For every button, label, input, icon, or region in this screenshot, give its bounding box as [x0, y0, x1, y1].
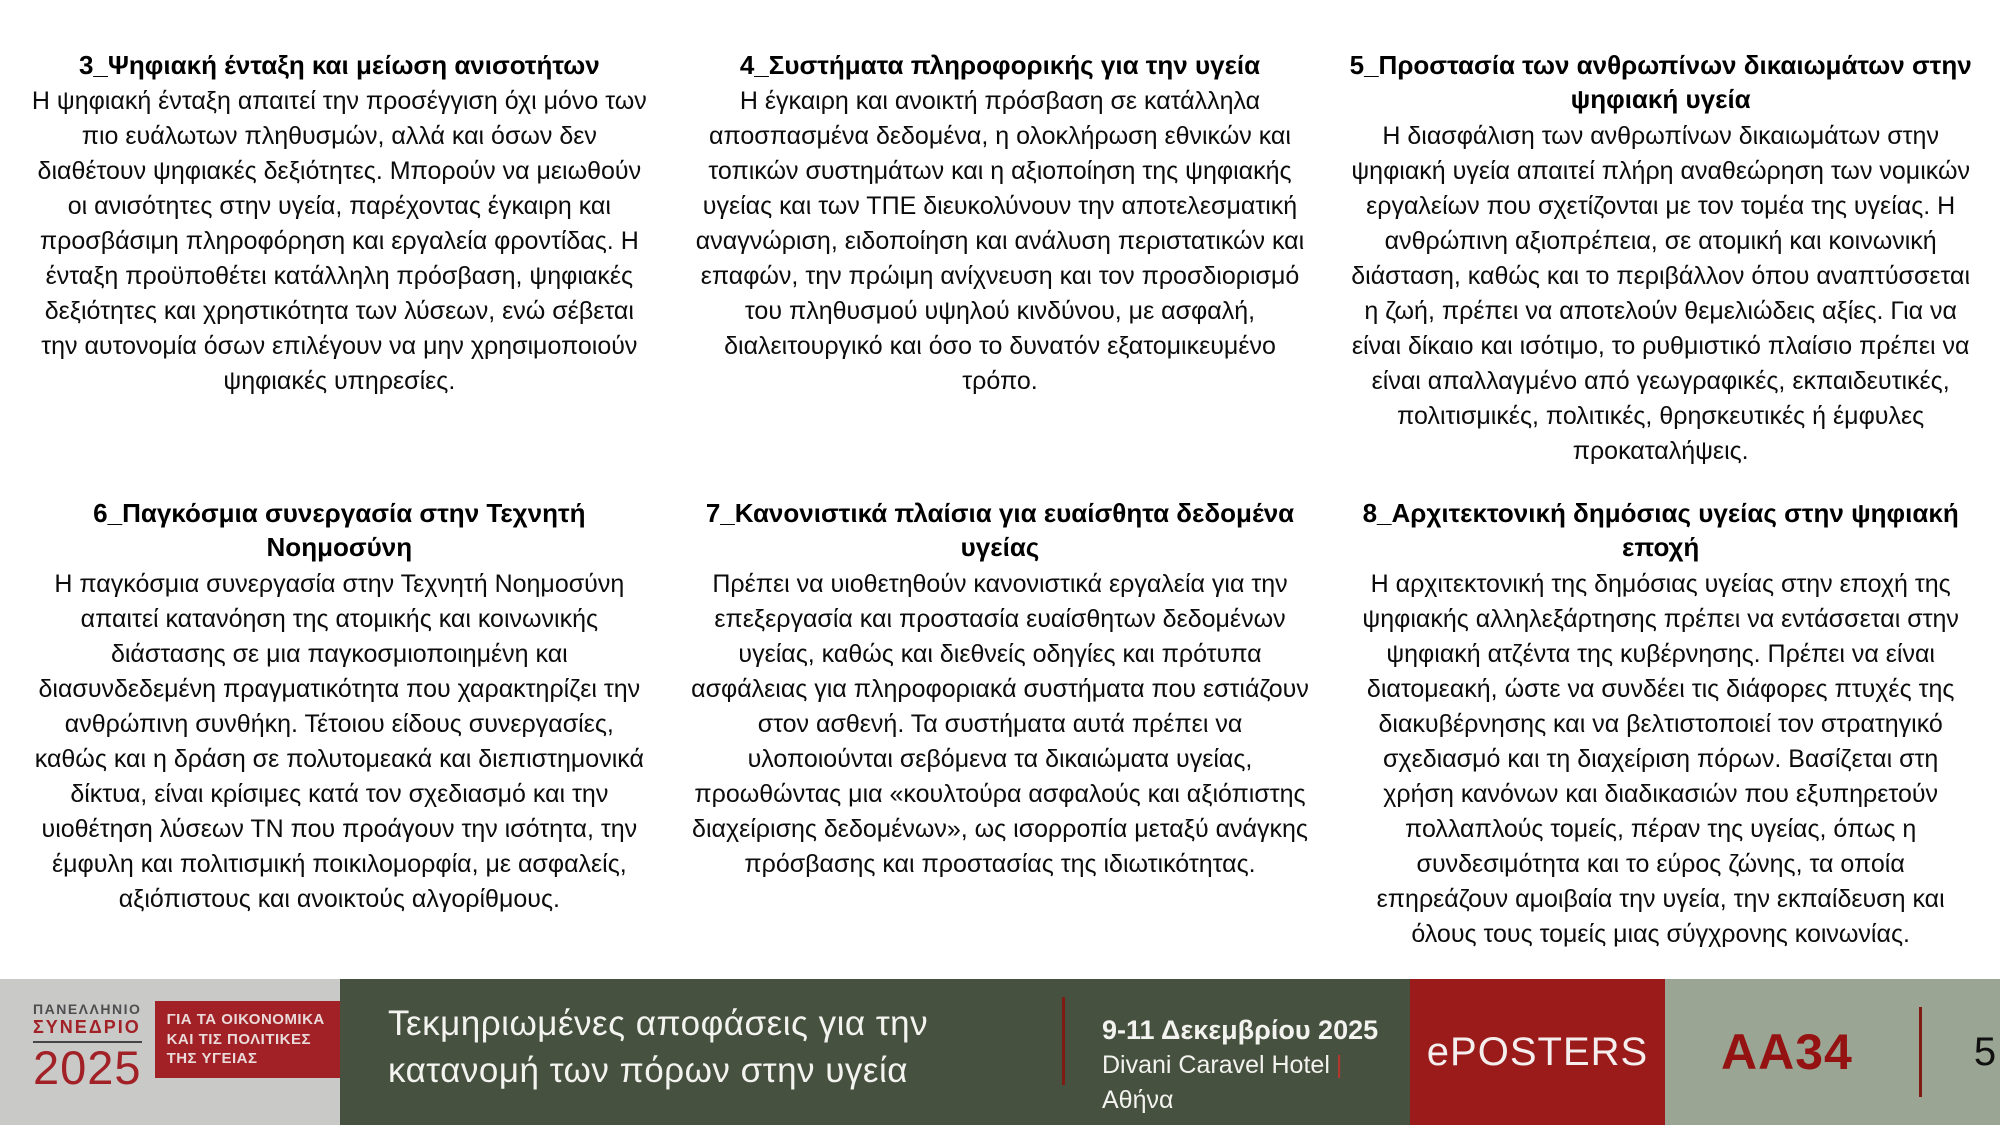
conference-footer	[0, 979, 2000, 1125]
conference-logo	[33, 1001, 340, 1092]
poster-title: Τεκμηριωμένες αποφάσεις για την κατανομή των πόρων στην υγεία	[388, 1004, 929, 1091]
poster-section-8	[1349, 496, 1972, 979]
logo-line2: ΣΥΝΕΔΡΙΟ	[33, 1017, 142, 1043]
section-body: Η έγκαιρη και ανοικτή πρόσβαση σε κατάλληλα αποσπασμένα δεδομένα, η ολοκλήρωση εθνικών και τοπικών συστημάτων και η αξιοποίηση της ψηφιακής υγείας και των ΤΠΕ διευκολύνουν την αποτελεσματική αναγνώριση, ειδοποίηση και ανάλυση περιστατικών και επαφών, την πρώιμη ανίχνευση και τον προσδιορισμό του πληθυσμού υψηλού κινδύνου, με ασφαλή, διαλειτουργικό και όσο το δυνατόν εξατομικευμένο τρόπο.	[695, 87, 1305, 396]
venue-name: Divani Caravel Hotel	[1102, 1051, 1330, 1080]
section-title: 8_Αρχιτεκτονική δημόσιας υγείας στην ψηφιακή εποχή	[1362, 498, 1959, 563]
section-body: Πρέπει να υιοθετηθούν κανονιστικά εργαλεία για την επεξεργασία και προστασία ευαίσθητων δεδομένων υγείας, καθώς και διεθνείς οδηγίες και πρότυπα ασφάλειας για πληροφοριακά συστήματα που εστιάζουν στον ασθενή. Τα συστήματα αυτά πρέπει να υλοποιούνται σεβόμενα τα δικαιώματα υγείας, προωθώντας μια «κουλτούρα ασφαλούς και αξιόπιστης διαχείρισης δεδομένων», ως ισορροπία μεταξύ ανάγκης πρόσβασης και προστασίας της ιδιωτικότητας.	[691, 569, 1309, 878]
poster-section-6	[28, 496, 651, 979]
section-title: 6_Παγκόσμια συνεργασία στην Τεχνητή Νοημοσύνη	[93, 498, 586, 563]
event-venue	[1102, 1048, 1410, 1118]
section-title: 7_Κανονιστικά πλαίσια για ευαίσθητα δεδομένα υγείας	[705, 498, 1295, 563]
code-page-divider	[1919, 1007, 1922, 1097]
section-body: Η ψηφιακή ένταξη απαιτεί την προσέγγιση όχι μόνο των πιο ευάλωτων πληθυσμών, αλλά και όσων δεν διαθέτουν ψηφιακές δεξιότητες. Μπορούν να μειωθούν οι ανισότητες στην υγεία, παρέχοντας έγκαιρη και προσβάσιμη πληροφόρηση και εργαλεία φροντίδας. Η ένταξη προϋποθέτει κατάλληλη πρόσβαση, ψηφιακές δεξιότητες και χρηστικότητα των λύσεων, ενώ σέβεται την αυτονομία όσων επιλέγουν να μην χρησιμοποιούν ψηφιακές υπηρεσίες.	[31, 87, 647, 396]
logo-line1: ΠΑΝΕΛΛΗΝΙΟ	[33, 1001, 142, 1017]
logo-tagline-box: ΓΙΑ ΤΑ ΟΙΚΟΝΟΜΙΚΑ ΚΑΙ ΤΙΣ ΠΟΛΙΤΙΚΕΣ ΤΗΣ ΥΓΕΙΑΣ	[155, 1001, 340, 1078]
footer-logo-panel	[0, 979, 340, 1125]
poster-section-4	[689, 48, 1312, 496]
venue-separator: |	[1335, 1051, 1343, 1080]
footer-vertical-divider	[1062, 997, 1065, 1085]
logo-year: 2025	[33, 1040, 142, 1094]
section-title: 4_Συστήματα πληροφορικής για την υγεία	[739, 50, 1261, 80]
poster-section-3	[28, 48, 651, 496]
section-body: Η παγκόσμια συνεργασία στην Τεχνητή Νοημοσύνη απαιτεί κατανόηση της ατομικής και κοινωνικής διάστασης σε μια παγκοσμιοποιημένη και διασυνδεδεμένη πραγματικότητα που χαρακτηρίζει την ανθρώπινη συνθήκη. Τέτοιου είδους συνεργασίες, καθώς και η δράση σε πολυτομεακά και διεπιστημονικά δίκτυα, είναι κρίσιμες κατά τον σχεδιασμό και την υιοθέτηση λύσεων ΤΝ που προάγουν την ισότητα, την έμφυλη και πολιτισμική ποικιλομορφία, με ασφαλείς, αξιόπιστους και ανοικτούς αλγορίθμους.	[34, 569, 644, 913]
section-body: Η αρχιτεκτονική της δημόσιας υγείας στην εποχή της ψηφιακής αλληλεξάρτησης πρέπει να εντάσσεται στην ψηφιακή ατζέντα της κυβέρνησης. Πρέπει να είναι διατομεακή, ώστε να συνδέει τις διάφορες πτυχές της διακυβέρνησης και να βελτιστοποιεί τον στρατηγικό σχεδιασμό και τη διαχείριση πόρων. Βασίζεται στη χρήση κανόνων και διαδικασιών που εξυπηρετούν πολλαπλούς τομείς, πέραν της υγείας, όπως η συνδεσιμότητα και το εύρος ζώνης, τα οποία επηρεάζουν αμοιβαία την υγεία, την εκπαίδευση και όλους τους τομείς μιας σύγχρονης κοινωνίας.	[1362, 569, 1959, 948]
eposters-badge	[1410, 979, 1665, 1125]
section-title: 3_Ψηφιακή ένταξη και μείωση ανισοτήτων	[78, 50, 600, 80]
eposters-label: ePOSTERS	[1426, 1029, 1649, 1074]
event-dates: 9-11 Δεκεμβρίου 2025	[1102, 1015, 1379, 1045]
footer-code-panel	[1665, 979, 2000, 1125]
venue-city: Αθήνα	[1102, 1086, 1174, 1115]
page-number: 5	[1973, 1029, 1997, 1074]
section-body: Η διασφάλιση των ανθρωπίνων δικαιωμάτων στην ψηφιακή υγεία απαιτεί πλήρη αναθεώρηση των νομικών εργαλείων που σχετίζονται με τον τομέα της υγείας. Η ανθρώπινη αξιοπρέπεια, σε ατομική και κοινωνική διάσταση, καθώς και το περιβάλλον όπου αναπτύσσεται η ζωή, πρέπει να αποτελούν θεμελιώδεις αξίες. Για να είναι δίκαιο και ισότιμο, το ρυθμιστικό πλαίσιο πρέπει να είναι απαλλαγμένο από γεωγραφικές, εκπαιδευτικές, πολιτισμικές, πολιτικές, θρησκευτικές ή έμφυλες προκαταλήψεις.	[1351, 121, 1971, 465]
footer-title-panel	[340, 979, 1410, 1125]
conference-logo-main	[33, 1001, 142, 1092]
poster-section-5	[1349, 48, 1972, 496]
poster-section-7	[689, 496, 1312, 979]
poster-code: AA34	[1721, 1024, 1853, 1080]
event-details	[1102, 1013, 1410, 1118]
section-title: 5_Προστασία των ανθρωπίνων δικαιωμάτων στην ψηφιακή υγεία	[1349, 50, 1972, 115]
